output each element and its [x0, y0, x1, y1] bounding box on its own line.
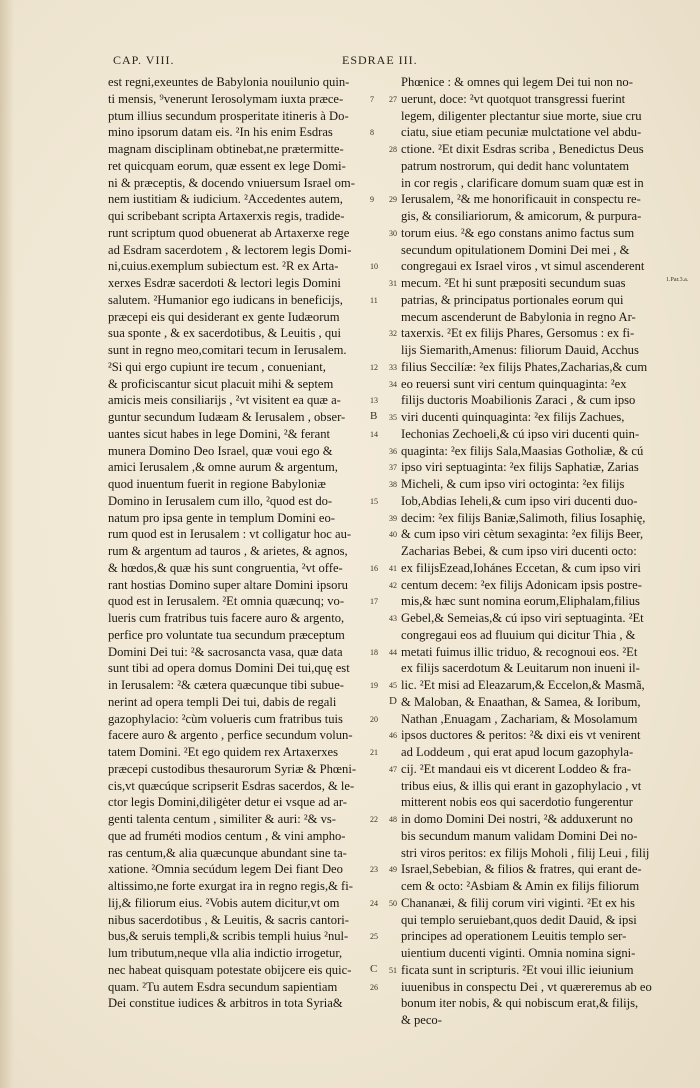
verse-number: 36: [389, 446, 397, 456]
left-line: rum & argentum ad tauros , & arietes, & agnos,: [108, 544, 348, 558]
right-line: ex filijs sacerdotum & Leuitarum non inueni il-: [401, 661, 640, 676]
left-line: sunt tibi ad opera domus Domini Dei tui,quę est: [108, 661, 350, 676]
verse-number: 26: [370, 982, 378, 992]
left-line: ptum illius secundum prosperitate itineris à Do-: [108, 108, 349, 123]
verse-number: 10: [370, 262, 378, 272]
verse-number: 46: [389, 731, 397, 741]
left-line: perfice pro voluntate tua secundum præceptum: [108, 627, 345, 642]
right-line: mis,& hæc sunt nomina eorum,Eliphalam,filius: [401, 594, 640, 609]
right-line: Ierusalem, ²& me honorificauit in conspectu re-: [401, 192, 641, 207]
right-line: ciatu, siue etiam pecuniæ mulctatione vel abdu-: [401, 125, 642, 140]
left-line: facere auro & argento , perfice secundum volun-: [108, 728, 353, 743]
left-line: rant hostias Domino super altare Domini ipsoru: [108, 577, 348, 592]
book-title: ESDRAE III.: [342, 53, 418, 67]
left-text-column: [108, 74, 378, 1012]
right-line: quaginta: ²ex filijs Sala,Maasias Gotholiæ, & cú: [401, 443, 644, 458]
right-line: ficata sunt in scripturis. ²Et voui illic ieiunium: [401, 962, 634, 977]
right-line: ctione. ²Et dixit Esdras scriba , Benedictus Deus: [401, 142, 644, 156]
left-line: gazophylacio: ²cùm volueris cum fratribus tuis: [108, 711, 343, 726]
right-line: uientium ducenti viginti. Omnia nomina signi-: [401, 946, 636, 960]
right-line: & cum ipso viri cètum sexaginta: ²ex filijs Beer,: [401, 527, 644, 542]
verse-number: 41: [389, 563, 397, 573]
left-line: nem iustitiam & iudicium. ²Accedentes autem,: [108, 192, 343, 207]
right-line: bis secundum manum validam Domini Dei no-: [401, 828, 638, 843]
verse-number: 21: [370, 748, 378, 757]
right-line: ipso viri septuaginta: ²ex filijs Saphatiæ, Zarias: [401, 460, 639, 475]
verse-number: 34: [389, 379, 397, 389]
left-line: ret quicquam eorum, quæ essent ex lege Domi-: [108, 158, 346, 173]
right-line: cij. ²Et mandaui eis vt dicerent Loddeo & fra-: [401, 761, 632, 776]
right-line: mecum. ²Et hi sunt præpositi secundum suas: [401, 276, 626, 290]
left-line: ²Si qui ergo cupiunt ire tecum , conueniant,: [108, 359, 326, 374]
verse-number: 48: [389, 815, 397, 824]
left-line: xerxes Esdræ sacerdoti & lectori legis Domini: [108, 276, 341, 290]
right-line: in cor regis , clarificare domum suam quæ est in: [401, 175, 644, 190]
verse-number: 20: [370, 714, 378, 724]
right-line: ipsos ductores & peritos: ²& dixi eis vt venirent: [401, 728, 641, 743]
right-line: secundum opitulationem Domini Dei mei , &: [401, 242, 630, 257]
left-line: natum pro ipsa gente in templum Domini eo-: [108, 510, 335, 525]
right-line: metati fuimus illic triduo, & recognoui eos. ²Et: [401, 644, 638, 659]
left-line: tatem Domini. ²Et ego quidem rex Artaxerxes: [108, 745, 339, 759]
right-text-column: [401, 74, 671, 1029]
right-line: Phœnice : & omnes qui legem Dei tui non no-: [401, 75, 633, 89]
left-line: & hœdos,& quæ his sunt congruentia, ²vt offe-: [108, 560, 343, 575]
left-line: nibus sacerdotibus , & Leuitis, & sacris cantori-: [108, 912, 349, 927]
left-line: ras centum,& alia quæcunque abundant sine ta-: [108, 845, 347, 860]
left-line: bus,& seruis templi,& scribis templi huius ²nul-: [108, 929, 349, 944]
right-line: mecum ascenderunt de Babylonia in regno Ar-: [401, 309, 636, 324]
verse-number: 9: [370, 195, 374, 205]
verse-number: 27: [389, 94, 397, 104]
left-line: sunt in regno meo,comitari tecum in Ierusalem.: [108, 343, 347, 357]
page-gutter-shadow: [0, 0, 14, 1088]
left-line: nerint ad opera templi Dei tui, dabis de regali: [108, 694, 337, 709]
left-line: sua sponte , & ex sacerdotibus, & Leuitis , qui: [108, 326, 341, 341]
left-line: genti talenta centum , similiter & auri: ²& vs-: [108, 812, 336, 826]
right-line: in domo Domini Dei nostri, ²& adduxerunt no: [401, 812, 633, 826]
verse-number: 51: [389, 965, 397, 975]
left-line: magnam disciplinam obtinebat,ne prætermitte-: [108, 142, 344, 156]
running-header: [0, 50, 700, 74]
verse-number: 12: [370, 362, 378, 372]
right-line: Nathan ,Enuagam , Zachariam, & Mosolamum: [401, 711, 638, 726]
right-line: filijs ductoris Moabilionis Zaraci , & cum ipso: [401, 393, 636, 408]
left-line: ti mensis, ⁹venerunt Ierosolymam iuxta præce-: [108, 91, 344, 106]
right-line: & Maloban, & Enaathan, & Samea, & Ioribum,: [401, 694, 641, 709]
verse-number: 49: [389, 865, 397, 875]
right-line: stri viros peritos: ex filijs Moholi , filij Leui , filij: [401, 845, 650, 860]
right-line: lijs Siemarith,Amenus: filiorum Dauid, Acchus: [401, 343, 639, 357]
right-line: congregaui ex Israel viros , vt simul ascenderent: [401, 259, 645, 274]
left-line: salutem. ²Humanior ego iudicans in beneficijs,: [108, 292, 343, 307]
verse-number: 43: [389, 614, 397, 623]
right-line: Chananæi, & filij corum viri viginti. ²Et ex his: [401, 895, 635, 910]
cross-reference-note: 1.Par.3.a.: [666, 277, 689, 283]
left-line: & proficiscantur sicut placuit mihi & septem: [108, 376, 334, 391]
verse-number: 22: [370, 815, 378, 824]
verse-number: 40: [389, 530, 397, 540]
left-line: amici Ierusalem ,& omne aurum & argentum,: [108, 460, 338, 475]
left-line: uantes sicut habes in lege Domini, ²& ferant: [108, 426, 331, 441]
verse-number: D: [389, 694, 397, 707]
right-line: filius Seccilíæ: ²ex filijs Phates,Zacharias,& cum: [401, 359, 648, 374]
left-line: ad Esdram sacerdotem , & lectorem legis Domi-: [108, 242, 352, 257]
verse-number: B: [370, 410, 378, 422]
verse-number: 25: [370, 932, 378, 942]
left-line: Dei constitue iudices & arbitros in tota Syria&: [108, 996, 343, 1011]
right-line: cem & octo: ²Asbiam & Amin ex filijs filiorum: [401, 879, 640, 893]
right-line: iuuenibus in conspectu Dei , vt quæreremus ab eo: [401, 979, 652, 994]
left-line: amicis meis consiliarijs , ²vt visitent ea quæ a-: [108, 393, 341, 408]
verse-number: 24: [370, 898, 378, 908]
verse-number: 33: [389, 362, 397, 372]
right-line: Zacharias Bebei, & cum ipso viri ducenti octo:: [401, 544, 637, 558]
left-line: lum tributum,neque vlla alia indictio irrogetur,: [108, 946, 343, 960]
verse-number: 18: [370, 647, 378, 657]
right-line: eo reuersi sunt viri centum quinquaginta: ²ex: [401, 376, 627, 391]
left-line: xatione. ²Omnia secúdum legem Dei fiant Deo: [108, 862, 343, 877]
left-line: guntur secundum Iudæam & Ierusalem , obser-: [108, 410, 346, 424]
verse-number: 32: [389, 329, 397, 339]
left-line: quod inuentum fuerit in regione Babyloniæ: [108, 477, 326, 491]
right-line: & peco-: [401, 1013, 442, 1027]
left-line: ni,cuius.exemplum subiectum est. ²R ex Arta-: [108, 259, 339, 274]
chapter-heading: CAP. VIII.: [113, 53, 175, 67]
right-line: Gebel,& Semeias,& cú ipso viri septuaginta. ²Et: [401, 611, 644, 625]
verse-number: 37: [389, 463, 397, 473]
right-line: qui templo seruiebant,quos dedit Dauid, & ipsi: [401, 912, 637, 927]
verse-number: 44: [389, 647, 397, 657]
right-line: ad Loddeum , qui erat apud locum gazophyla-: [401, 745, 634, 759]
right-line: tribus eius, & illis qui erant in gazophylacio , vt: [401, 778, 642, 793]
left-line: ni & præceptis, & docendo vniuersum Israel om-: [108, 175, 355, 190]
verse-number: 50: [389, 898, 397, 908]
left-line: præcepi eis qui desiderant ex gente Iudæorum: [108, 309, 340, 324]
right-line: legem, diligenter plectantur siue morte, siue cru: [401, 108, 642, 123]
verse-number: 7: [370, 94, 374, 104]
verse-number: 15: [370, 496, 378, 506]
verse-number: 28: [389, 145, 397, 154]
right-line: decim: ²ex filijs Baniæ,Salimoth, filius Iosaphię,: [401, 510, 646, 525]
right-line: Micheli, & cum ipso viri octoginta: ²ex filijs: [401, 477, 625, 491]
right-line: patrias, & principatus portionales eorum qui: [401, 292, 624, 307]
verse-number: 8: [370, 128, 374, 138]
right-line: viri ducenti quinquaginta: ²ex filijs Zachues,: [401, 410, 625, 424]
right-line: bonum iter nobis, & qui nobiscum erat,& filijs,: [401, 996, 639, 1011]
left-line: runt scriptum quod obuenerat ab Artaxerxe rege: [108, 225, 350, 240]
verse-number: 17: [370, 597, 378, 607]
left-line: rum quod est in Ierusalem : vt colligatur hoc au-: [108, 527, 352, 542]
verse-number: 47: [389, 764, 397, 774]
left-line: ctor legis Domini,diligėter detur ei vsque ad ar-: [108, 795, 347, 810]
right-line: congregaui eos ad fluuium qui dicitur Thia , &: [401, 627, 636, 642]
left-line: quam. ²Tu autem Esdra secundum sapientiam: [108, 979, 338, 994]
verse-number: 30: [389, 228, 397, 238]
left-line: lij,& filiorum eius. ²Vobis autem dicitur,vt om: [108, 895, 340, 910]
right-line: patrum nostrorum, qui dedit hanc voluntatem: [401, 158, 630, 173]
right-line: Iechonias Zechoeli,& cú ipso viri ducenti quin-: [401, 426, 640, 441]
left-line: que ad fruméti modios centum , & vini ampho-: [108, 828, 346, 843]
left-line: præcepi custodibus thesaurorum Syriæ & Phœni-: [108, 761, 357, 776]
right-line: torum eius. ²& ego constans animo factus sum: [401, 225, 635, 240]
verse-number: 31: [389, 279, 397, 288]
verse-number: 23: [370, 865, 378, 875]
left-line: Domini Dei tui: ²& sacrosancta vasa, quæ data: [108, 644, 343, 659]
right-line: lic. ²Et misi ad Eleazarum,& Eccelon,& Masmã,: [401, 678, 645, 692]
right-line: Iob,Abdias Ieheli,& cum ipso viri ducenti duo-: [401, 493, 638, 508]
right-line: taxerxis. ²Et ex filijs Phares, Gersomus : ex fi-: [401, 326, 635, 341]
left-line: munera Domino Deo Israel, quæ voui ego &: [108, 443, 333, 458]
verse-number: 16: [370, 563, 378, 573]
verse-number: 11: [370, 295, 378, 305]
right-line: mitterent nobis eos qui sacerdotio fungerentur: [401, 795, 633, 810]
left-line: nec habeat quisquam potestate obijcere eis quic-: [108, 962, 352, 977]
left-line: est regni,exeuntes de Babylonia nouilunio quin-: [108, 75, 350, 89]
verse-number: 42: [389, 580, 397, 590]
verse-number: 35: [389, 413, 397, 422]
right-line: ex filijsEzead,Iohánes Eccetan, & cum ipso viri: [401, 560, 641, 575]
left-line: cis,vt quæcúque scripserit Esdras sacerdos, & le-: [108, 778, 355, 793]
left-line: qui scribebant scripta Artaxerxis regis, tradide-: [108, 209, 345, 223]
verse-number: 45: [389, 681, 397, 690]
left-line: in Ierusalem: ²& cætera quæcunque tibi subue-: [108, 678, 344, 692]
verse-number: 14: [370, 429, 378, 439]
verse-number: 19: [370, 681, 378, 690]
right-line: Israel,Sebebian, & filios & fratres, qui erant de-: [401, 862, 642, 877]
left-line: mino ipsorum datam eis. ²In his enim Esdras: [108, 125, 333, 140]
verse-number: 29: [389, 195, 397, 205]
right-line: centum decem: ²ex filijs Adonicam ipsis postre-: [401, 577, 642, 592]
right-line: principes ad operationem Leuitis templo ser-: [401, 929, 627, 944]
verse-number: 13: [370, 396, 378, 406]
verse-number: C: [370, 962, 378, 975]
right-line: gis, & consiliariorum, & amicorum, & purpura-: [401, 209, 642, 223]
verse-number: 38: [389, 480, 397, 489]
left-line: lueris cum fratribus tuis facere auro & argento,: [108, 611, 345, 625]
left-line: altissimo,ne forte exurgat ira in regno regis,& fi-: [108, 879, 353, 893]
right-line: uerunt, doce: ²vt quotquot transgressi fuerint: [401, 91, 626, 106]
left-line: Domino in Ierusalem cum illo, ²quod est do-: [108, 493, 333, 508]
left-line: quod est in Ierusalem. ²Et omnia quæcunq; vo-: [108, 594, 345, 609]
verse-number: 39: [389, 513, 397, 523]
